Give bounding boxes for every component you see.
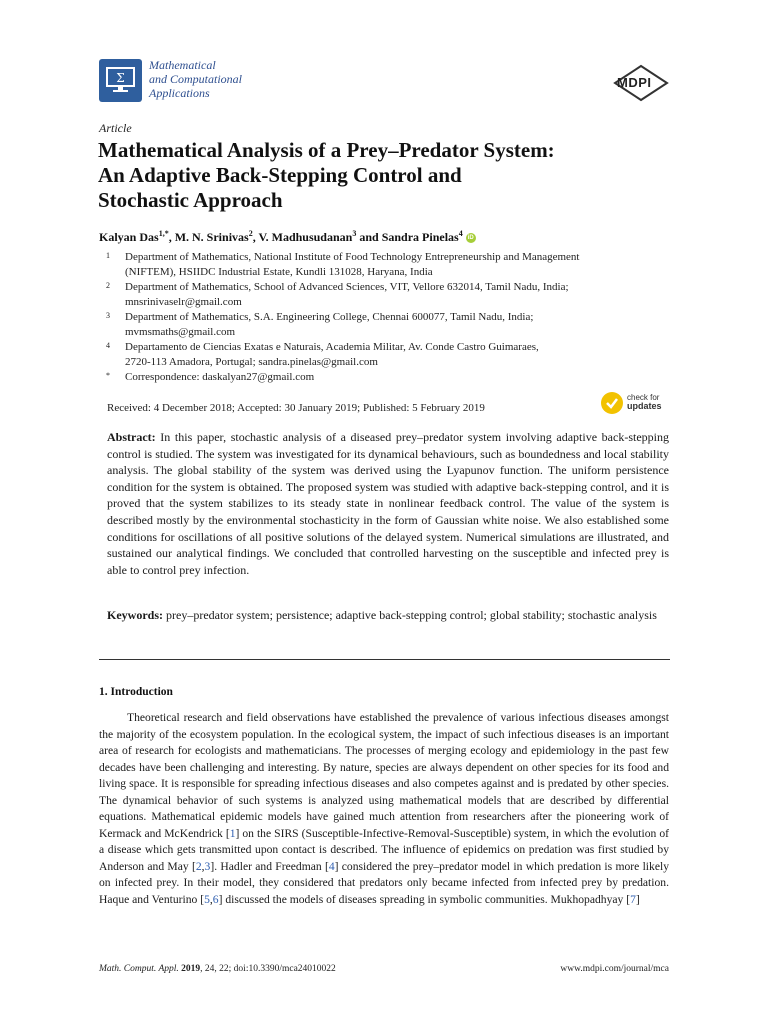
- affiliation-email[interactable]: mvmsmaths@gmail.com: [125, 326, 236, 338]
- body-text-run: ] considered the prey–predator model in which predation is more likely on infected prey. In their model, they considered that predators only became infected from infected prey by predation. Haque and Venturino [: [99, 859, 669, 906]
- affiliation-line: (NIFTEM), HSIIDC Industrial Estate, Kundli 131028, Haryana, India: [125, 266, 433, 278]
- author-list: [99, 229, 476, 245]
- body-text-run: ]. Hadler and Freedman [: [210, 859, 329, 873]
- affiliation-line: Departamento de Ciencias Exatas e Naturais, Academia Militar, Av. Conde Castro Guimaraes,: [125, 341, 539, 353]
- publisher-name: MDPI: [617, 75, 652, 90]
- affiliation-number: 2: [106, 281, 110, 290]
- citation-link[interactable]: 7: [630, 892, 636, 906]
- article-type: Article: [99, 121, 132, 135]
- affiliation-number: 3: [106, 311, 110, 320]
- keywords: [107, 607, 669, 624]
- affiliation-line: 2720-113 Amadora, Portugal; sandra.pinelas@gmail.com: [125, 356, 378, 368]
- body-text-run: ] discussed the models of diseases spreading in symbolic communities. Mukhopadhyay [: [218, 892, 631, 906]
- footer-doi: , 24, 22; doi:10.3390/mca24010022: [200, 964, 336, 974]
- author-affil-mark: 1,*: [158, 229, 169, 238]
- title-line-2: An Adaptive Back-Stepping Control and: [98, 163, 462, 187]
- footer-citation: [99, 964, 336, 974]
- journal-name: [149, 58, 242, 100]
- orcid-icon[interactable]: iD: [467, 235, 474, 241]
- journal-name-line-3: Applications: [149, 86, 210, 100]
- affiliation-email[interactable]: mnsrinivaselr@gmail.com: [125, 296, 242, 308]
- check-updates-icon: [601, 392, 623, 414]
- affiliation-line: Department of Mathematics, School of Advanced Sciences, VIT, Vellore 632014, Tamil Nadu, India;: [125, 281, 569, 293]
- check-updates-line-2: updates: [627, 401, 662, 411]
- citation-link[interactable]: 3: [204, 859, 211, 873]
- body-text-run: Theoretical research and field observations have established the prevalence of various infectious diseases amongst the majority of the ecosystem population. In the ecological system, the impact of such infectious diseases is an important area of research for ecologists and mathematicians. The processes of merging ecology and epidemiology in the past few decades have been challenging and interesting. By nature, species are always dependent on other species for its food and living space. It is responsible for spreading infectious diseases and also competes against and is predated by other species. The dynamical behavior of such systems is analyzed using mathematical models that are described by differential equations. Mathematical epidemic models have gained much attention from researchers after the pioneering work of Kermack and McKendrick [: [99, 711, 669, 840]
- author-separator: and: [356, 230, 382, 244]
- body-text-run: ]: [635, 892, 640, 906]
- author-separator: ,: [252, 230, 259, 244]
- title-line-3: Stochastic Approach: [98, 188, 283, 212]
- citation-link[interactable]: 5: [204, 892, 210, 906]
- author-name: M. N. Srinivas: [174, 230, 249, 244]
- abstract-label: Abstract:: [107, 430, 156, 444]
- divider: [99, 659, 670, 660]
- footer-year: 2019: [181, 964, 201, 974]
- introduction-paragraph: Theoretical research and field observations have established the prevalence of various infectious diseases amongst the majority of the ecosystem population. In the ecological system, the impact of such infectious diseases is an important area of research for ecologists and mathematicians. The processes of merging ecology and epidemiology in the past few decades have been challenging and interesting. By nature, species are always dependent on other species for its food and living space. It is responsible for spreading infectious diseases and also competes against and is predated by other species. The dynamical behavior of such systems is analyzed using mathematical models that are described by differential equations. Mathematical epidemic models have gained much attention from researchers after the pioneering work of Kermack and McKendrick [1] on the SIRS (Susceptible-Infective-Removal-Susceptible) system, in which the evolution of a disease which gets transmitted upon contact is described. The influence of epidemics on predation was first studied by Anderson and May [2,3]. Hadler and Freedman [4] considered the prey–predator model in which predation is more likely on infected prey. In their model, they considered that predators only became infected from infected prey by predation. Haque and Venturino [5,6] discussed the models of diseases spreading in symbolic communities. Mukhopadhyay [7]: [99, 711, 669, 906]
- affiliation-line: Department of Mathematics, S.A. Engineering College, Chennai 600077, Tamil Nadu, India;: [125, 311, 534, 323]
- author-name: Sandra Pinelas: [381, 230, 459, 244]
- check-for-updates-button[interactable]: [601, 392, 673, 416]
- author-affil-mark: 2: [248, 229, 253, 238]
- author-affil-mark: 3: [352, 229, 357, 238]
- affiliation-item: [104, 250, 664, 280]
- body-text-run: ] on the SIRS (Susceptible-Infective-Removal-Susceptible) system, in which the evolution of a disease which gets transmitted upon contact is described. The influence of epidemics on predation was first studied by Anderson and May [: [99, 826, 669, 873]
- correspondence-line: Correspondence: daskalyan27@gmail.com: [125, 371, 315, 383]
- author-name: V. Madhusudanan: [258, 230, 353, 244]
- affiliation-line: Department of Mathematics, National Institute of Food Technology Entrepreneurship and Management: [125, 251, 580, 263]
- svg-text:Σ: Σ: [116, 71, 125, 85]
- journal-name-line-1: Mathematical: [149, 58, 216, 72]
- paper-title: [98, 138, 698, 213]
- abstract: [107, 429, 669, 578]
- abstract-text: In this paper, stochastic analysis of a diseased prey–predator system involving adaptive back-stepping control is studied. The system was investigated for its dynamical behaviours, such as boundedness and local stability analysis. The global stability of the system was derived using the Lyapunov function. The uniform persistence condition for the system is obtained. The proposed system was studied with adaptive back-stepping control, and it is proved that the system stabilizes to its steady state in nonlinear feedback control. The value of the system is described mostly by the environmental stochasticity in the form of Gaussian white noise. We also established some conditions for oscillations of all positive solutions of the delayed system. Numerical simulations are illustrated, and sustained our analytical findings. We concluded that controlled harvesting on the susceptible and infected prey is able to control prey infection.: [107, 430, 669, 577]
- citation-link[interactable]: 2: [195, 859, 202, 873]
- publication-dates: Received: 4 December 2018; Accepted: 30 January 2019; Published: 5 February 2019: [107, 402, 485, 414]
- affiliation-item: [104, 340, 664, 370]
- section-heading: 1. Introduction: [99, 686, 173, 698]
- check-updates-line-1: check for: [627, 393, 660, 402]
- author-separator: ,: [168, 230, 175, 244]
- keywords-label: Keywords:: [107, 608, 163, 622]
- title-line-1: Mathematical Analysis of a Prey–Predator System:: [98, 138, 555, 162]
- footer-url[interactable]: www.mdpi.com/journal/mca: [560, 964, 669, 974]
- correspondence: [104, 370, 664, 385]
- affiliation-item: [104, 310, 664, 340]
- journal-logo-icon: [99, 59, 142, 102]
- affiliations: [104, 250, 664, 385]
- footer-journal: Math. Comput. Appl.: [99, 964, 179, 974]
- citation-link[interactable]: 1: [229, 826, 236, 840]
- affiliation-number: 4: [106, 341, 110, 350]
- keywords-text: prey–predator system; persistence; adaptive back-stepping control; global stability; stochastic analysis: [166, 608, 657, 622]
- author-name: Kalyan Das: [99, 230, 159, 244]
- affiliation-number: *: [106, 371, 110, 380]
- check-updates-label: [627, 393, 662, 411]
- citation-link[interactable]: 4: [328, 859, 335, 873]
- affiliation-item: [104, 280, 664, 310]
- citation-link[interactable]: 6: [212, 892, 219, 906]
- affiliation-number: 1: [106, 251, 110, 260]
- author-affil-mark: 4: [458, 229, 463, 238]
- journal-name-line-2: and Computational: [149, 72, 243, 86]
